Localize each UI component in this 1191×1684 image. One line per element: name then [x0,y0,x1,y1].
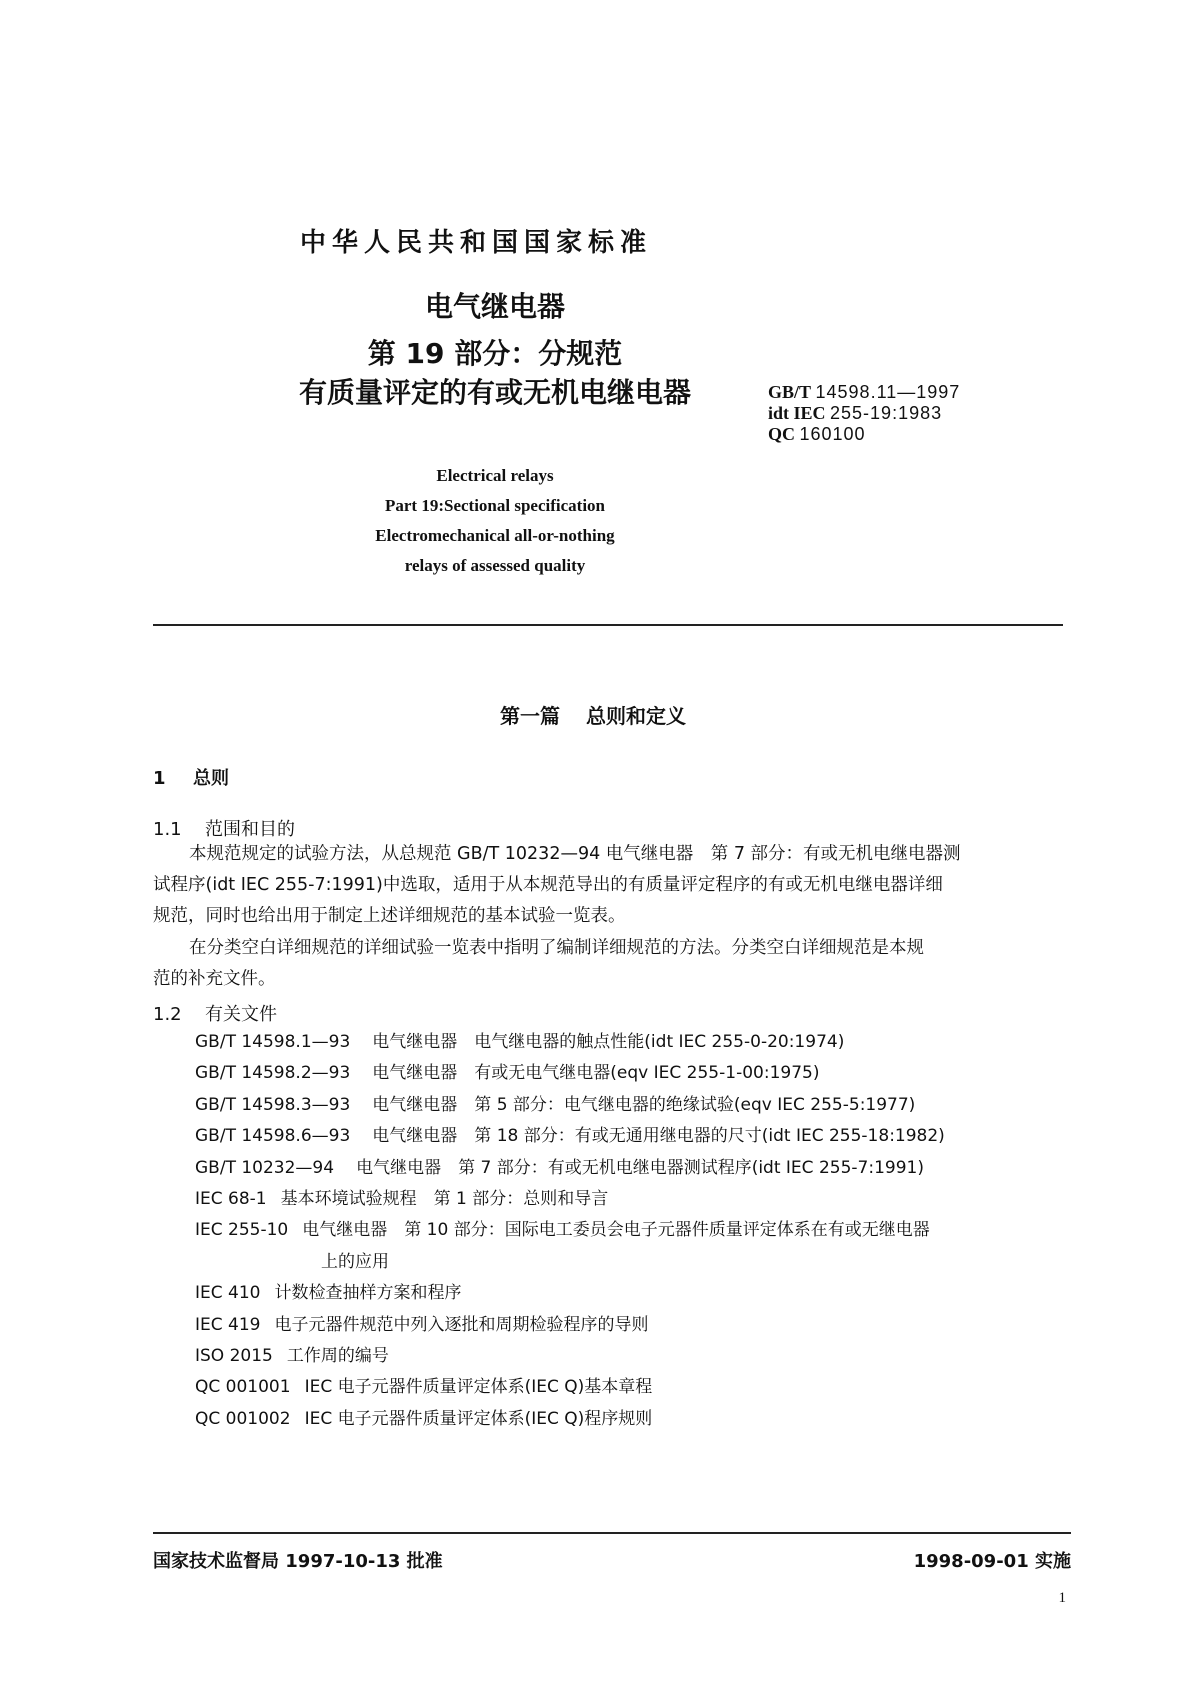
gbt-code-number: 14598.11—1997 [815,382,961,402]
section-1-1-number: 1.1 [153,819,182,840]
reference-code: IEC 419 [195,1314,261,1335]
reference-item [195,1310,945,1341]
section-1-2-number: 1.2 [153,1004,182,1025]
reference-item [195,1090,945,1121]
reference-text: 基本环境试验规程 第 1 部分：总则和导言 [280,1189,609,1210]
reference-item [195,1058,945,1089]
paragraph-line: 在分类空白详细规范的详细试验一览表中指明了编制详细规范的方法。分类空白详细规范是本规 [189,938,924,958]
paragraph-line: 本规范规定的试验方法，从总规范 GB/T 10232—94 电气继电器 第 7 部分：有或无机电继电器测 [189,844,961,864]
reference-item [195,1184,945,1215]
qc-code-prefix: QC [768,424,795,444]
part-label: 第一篇 [500,704,560,728]
reference-item [195,1372,945,1403]
reference-code: QC 001001 [195,1377,291,1398]
scope-paragraph-1 [153,839,1068,932]
reference-item-continuation [195,1247,945,1278]
reference-text: 电气继电器 第 5 部分：电气继电器的绝缘试验(eqv IEC 255-5:1977) [372,1094,916,1115]
reference-code: QC 001002 [195,1408,291,1429]
header-divider [153,624,1063,626]
footer-divider [153,1532,1071,1534]
gbt-code [768,382,960,403]
reference-item [195,1027,945,1058]
reference-text: 工作周的编号 [286,1346,389,1367]
reference-text: 电气继电器 第 10 部分：国际电工委员会电子元器件质量评定体系在有或无继电器 [302,1220,930,1241]
reference-text: 计数检查抽样方案和程序 [274,1283,462,1304]
en-title-line-4: relays of assessed quality [404,556,586,575]
reference-text: 电气继电器 第 7 部分：有或无机电继电器测试程序(idt IEC 255-7:1991) [356,1157,924,1178]
reference-code: IEC 255-10 [195,1220,289,1241]
reference-text: 电子元器件规范中列入逐批和周期检验程序的导则 [274,1314,649,1335]
idt-code-number: 255-19:1983 [830,403,943,423]
reference-text: IEC 电子元器件质量评定体系(IEC Q)基本章程 [304,1377,653,1398]
approval-date: 国家技术监督局 1997-10-13 批准 [153,1551,443,1572]
paragraph-line: 范的补充文件。 [153,969,276,989]
reference-code: IEC 68-1 [195,1189,267,1210]
idt-code [768,403,960,424]
reference-code: IEC 410 [195,1283,261,1304]
reference-text: 电气继电器 第 18 部分：有或无通用继电器的尺寸(idt IEC 255-18:1982) [372,1126,945,1147]
section-1-number: 1 [153,768,166,789]
qc-code-number: 160100 [799,424,866,444]
reference-code: ISO 2015 [195,1346,273,1367]
reference-item [195,1278,945,1309]
paragraph-line: 规范，同时也给出用于制定上述详细规范的基本试验一览表。 [153,906,626,926]
cn-title-line-3: 有质量评定的有或无机电继电器 [298,376,691,409]
part-title: 总则和定义 [586,704,686,728]
qc-code [768,424,960,445]
section-1-2-heading [153,1000,277,1026]
section-1-1-heading [153,815,295,841]
effective-date: 1998-09-01 实施 [913,1551,1071,1572]
scope-paragraph-2 [153,933,1068,995]
cn-title-line-1: 电气继电器 [424,290,565,323]
reference-text: 电气继电器 电气继电器的触点性能(idt IEC 255-0-20:1974) [372,1032,845,1052]
reference-code: GB/T 14598.2—93 [195,1063,351,1084]
reference-text: IEC 电子元器件质量评定体系(IEC Q)程序规则 [304,1408,653,1429]
reference-text: 电气继电器 有或无电气继电器(eqv IEC 255-1-00:1975) [372,1063,820,1084]
en-title-line-3: Electromechanical all-or-nothing [375,526,615,545]
part-heading [500,700,686,729]
reference-code: GB/T 14598.6—93 [195,1126,351,1147]
gbt-code-prefix: GB/T [768,382,812,402]
section-1-2-title: 有关文件 [205,1004,277,1025]
reference-item [195,1404,945,1435]
page-number: 1 [1058,1590,1066,1606]
section-1-heading [153,764,229,790]
reference-code: GB/T 14598.3—93 [195,1094,351,1115]
section-1-title: 总则 [193,768,229,789]
section-1-1-title: 范围和目的 [205,819,295,840]
reference-text: 上的应用 [321,1251,389,1272]
en-title-line-1: Electrical relays [436,466,554,485]
en-title-line-2: Part 19:Sectional specification [384,496,605,515]
idt-code-prefix: idt IEC [768,403,826,423]
national-standard-heading: 中华人民共和国国家标准 [300,228,653,258]
reference-code: GB/T 14598.1—93 [195,1032,351,1052]
paragraph-line: 试程序(idt IEC 255-7:1991)中选取，适用于从本规范导出的有质量评定程序的有或无机电继电器详细 [153,875,943,895]
standard-codes-block [768,382,960,445]
reference-item [195,1121,945,1152]
related-documents-list [195,1027,945,1435]
reference-item [195,1341,945,1372]
reference-item [195,1215,945,1246]
cn-title-line-2: 第 19 部分：分规范 [367,337,623,370]
reference-item [195,1153,945,1184]
reference-code: GB/T 10232—94 [195,1157,335,1178]
